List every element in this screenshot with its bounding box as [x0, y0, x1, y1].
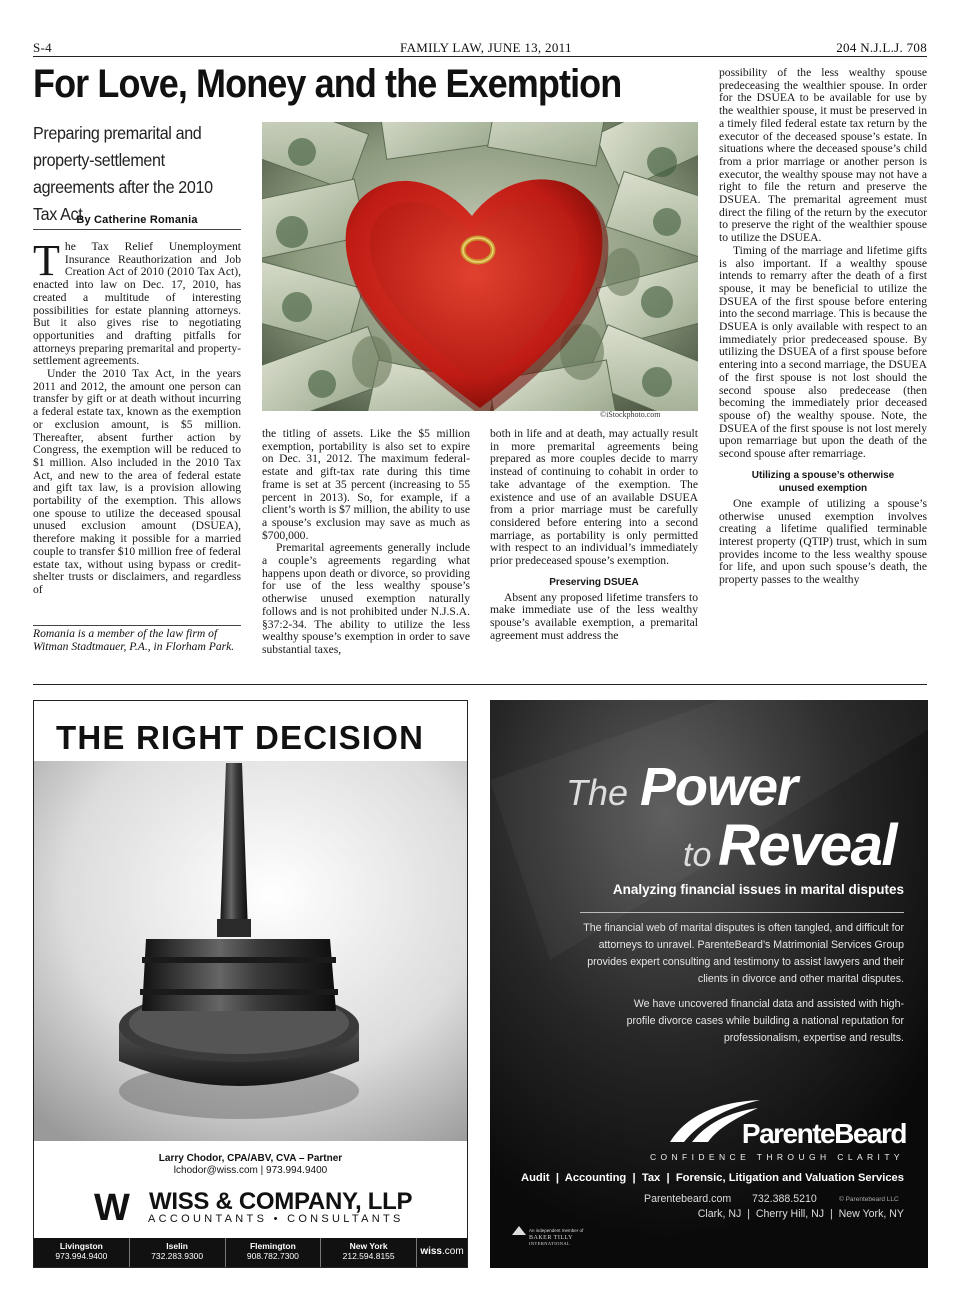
volume-citation: 204 N.J.L.J. 708	[836, 40, 927, 55]
wiss-office-iselin: Iselin 732.283.9300	[130, 1238, 226, 1268]
ad-paragraph-1: The financial web of marital disputes is often tangled, and difficult for attorneys to unravel. ParenteBeard’s Matrimonial Services Group provides expert consulting and testimony to assist lawyers and their clients in divorce and other marital disputes.	[583, 922, 904, 985]
article-column-4	[719, 67, 927, 587]
parentebeard-website[interactable]: Parentebeard.com	[644, 1193, 732, 1205]
col1-paragraph-2: Under the 2010 Tax Act, in the years 2011 and 2012, the amount one person can transfer by gift or at death without incurring a federal estate tax, known as the exemption or exclusion amount, is $5 million. Thereafter, absent further action by Congress, the exemption will be reduced to $1 million. Also included in the 2010 Tax Act, and new to the area of federal estate and gift tax law, is a provision allowing portability of the exemption. This allows one spouse to utilize the deceased spousal unused exclusion amount (DSUEA), therefore making it possible for a married couple to transfer $10 million free of federal estate tax, without using bypass or credit-shelter trusts or disclaimers, and regardless of	[33, 367, 241, 596]
col4-paragraph-1: possibility of the less wealthy spouse predeceasing the wealthier spouse. In order for the DSUEA to be available for use by the wealthier spouse, it must be preserved in a timely filed federal estate tax return by the executor of the deceased spouse’s estate. In situations where the deceased spouse’s child from a prior marriage or another person is executor, the wealthy spouse may not have a right to file the return and preserve the DSUEA. The premarital agreement must direct the filing of the return by the executor to preserve the right of the wealthier spouse to utilize the DSUEA.	[719, 66, 927, 245]
heart-money-photo	[262, 122, 698, 411]
wiss-office-new-york: New York 212.594.8155	[321, 1238, 417, 1268]
author-bio: Romania is a member of the law firm of Witman Stadtmauer, P.A., in Florham Park.	[33, 627, 235, 653]
col3-paragraph-2: Absent any proposed lifetime transfers to make immediate use of the less wealthy spouse’s available exemption, a premarital agreement must address the	[490, 590, 698, 642]
ad-title-power: Power	[640, 757, 798, 817]
parentebeard-brand: ParenteBeard	[741, 1118, 906, 1149]
subhead-unused-exemption: Utilizing a spouse’s otherwise unused exemption	[751, 469, 895, 494]
ad-title-reveal: Reveal	[718, 813, 897, 878]
parentebeard-services: Audit | Accounting | Tax | Forensic, Litigation and Valuation Services	[521, 1172, 904, 1184]
ad-paragraph-2: We have uncovered financial data and assisted with high-profile divorce cases while building a national reputation for professionalism, expertise and results.	[626, 998, 904, 1044]
col3-paragraph-1: both in life and at death, may actually result in more premarital agreements being prepared as more couples decide to marry instead of continuing to cohabit in order to take advantage of the exemption. The existence and use of an available DSUEA from a prior marriage must be carefully considered before entering into a second marriage, as portability is only permitted with respect to an individual’s immediately prior predeceased spouse’s exemption.	[490, 427, 698, 568]
bio-rule	[33, 625, 241, 626]
header-rule	[33, 56, 927, 57]
col4-paragraph-2: Timing of the marriage and lifetime gifts is also important. If a wealthy spouse intends to remarry after the death of a first spouse, it may be beneficial to utilize the DSUEA of the first spouse before entering into the second marriage. This is because the DSUEA is only available with respect to an immediately prior predeceased spouse. By utilizing the DSUEA of a first spouse before entering into a second marriage, the DSUEA of the first spouse is not lost should the second spouse also predecease (then becoming the immediately prior deceased spouse of) the wealthy spouse. Note, the DSUEA of the first spouse is not lost merely upon remarriage but upon the death of the second spouse after remarriage.	[719, 243, 927, 461]
wiss-office-livingston: Livingston 973.994.9400	[34, 1238, 130, 1268]
col4-paragraph-3: One example of utilizing a spouse’s otherwise unused exemption involves creating a lifetime qualified terminable interest property (QTIP) trust, which in sum provides income to the less wealthy spouse for life, and upon such spouse’s death, the property passes to the wealthy	[719, 496, 927, 587]
col2-paragraph-2: Premarital agreements generally include a couple’s agreements regarding what happens upon death or divorce, so providing for use of the less wealthy spouse’s otherwise unused exemption naturally follows and is not prohibited under N.J.S.A. §37:2-34. The ability to utilize the less wealthy spouse’s exemption in order to save substantial taxes,	[262, 541, 470, 656]
ad-divider	[580, 912, 904, 913]
wiss-ad-headline: THE RIGHT DECISION	[56, 719, 425, 756]
col1-paragraph-1: he Tax Relief Unemployment Insurance Reauthorization and Job Creation Act of 2010 (2010 Tax Act), enacted into law on Dec. 17, 2010, has created a multitude of interesting possibilities for estate planning attorneys. But it also gives rise to negotiating opportunities and drafting pitfalls for attorneys preparing premarital and property-settlement agreements.	[33, 240, 241, 368]
parentebeard-advertisement[interactable]	[490, 700, 928, 1268]
ad-title-to: to	[683, 836, 712, 874]
parentebeard-phone[interactable]: 732.388.5210	[752, 1193, 817, 1205]
photo-credit: ©iStockphoto.com	[600, 410, 661, 419]
page-number: S-4	[33, 40, 52, 55]
wiss-website[interactable]: wiss.com	[420, 1246, 464, 1257]
baker-tilly-member-mark: An independent member of BAKER TILLY INTERNATIONAL	[512, 1226, 583, 1246]
wiss-contact-name: Larry Chodor, CPA/ABV, CVA – Partner	[158, 1153, 343, 1164]
wiss-offices-bar	[34, 1238, 467, 1268]
parentebeard-locations: Clark, NJ | Cherry Hill, NJ | New York, NY	[697, 1208, 904, 1220]
wiss-office-flemington: Flemington 908.782.7300	[226, 1238, 322, 1268]
photo-illustration	[262, 122, 698, 411]
byline-rule	[33, 229, 241, 230]
wiss-firm-subtitle: ACCOUNTANTS • CONSULTANTS	[148, 1213, 404, 1225]
col2-paragraph-1: the titling of assets. Like the $5 million exemption, portability is also set to expire on Dec. 31, 2012. The maximum federal-estate and gift-tax rate during this time frame is set at 35 percent (increasing to 55 percent in 2013). So, for example, if a client’s worth is $7 million, the ability to use a spouse’s exclusion may save as much as $700,000.	[262, 427, 470, 542]
drop-cap: T	[33, 236, 60, 285]
wiss-contact-email-phone[interactable]: lchodor@wiss.com | 973.994.9400	[173, 1165, 328, 1176]
article-deck: Preparing premarital and property-settlement agreements after the 2010 Tax Act	[33, 123, 213, 224]
article-bottom-rule	[33, 684, 927, 685]
ad-tagline: Analyzing financial issues in marital disputes	[612, 882, 904, 897]
parentebeard-copyright: © Parentebeard LLC	[839, 1196, 899, 1203]
wiss-firm-name: WISS & COMPANY, LLP	[149, 1188, 413, 1215]
publication-date: FAMILY LAW, JUNE 13, 2011	[400, 40, 572, 55]
byline: By Catherine Romania	[76, 214, 198, 226]
ad-title-the: The	[566, 772, 629, 813]
baker-tilly-icon	[512, 1226, 526, 1235]
article-headline: For Love, Money and the Exemption	[33, 62, 622, 106]
article-column-3	[490, 428, 698, 643]
parentebeard-brand-tagline: CONFIDENCE THROUGH CLARITY	[649, 1152, 904, 1162]
article-column-2	[262, 428, 470, 657]
subhead-preserving-dsuea: Preserving DSUEA	[549, 576, 639, 588]
wiss-advertisement[interactable]	[33, 700, 468, 1268]
wiss-logo-mark: W	[94, 1187, 125, 1229]
article-column-1	[33, 236, 241, 597]
gavel-illustration	[34, 761, 467, 1141]
